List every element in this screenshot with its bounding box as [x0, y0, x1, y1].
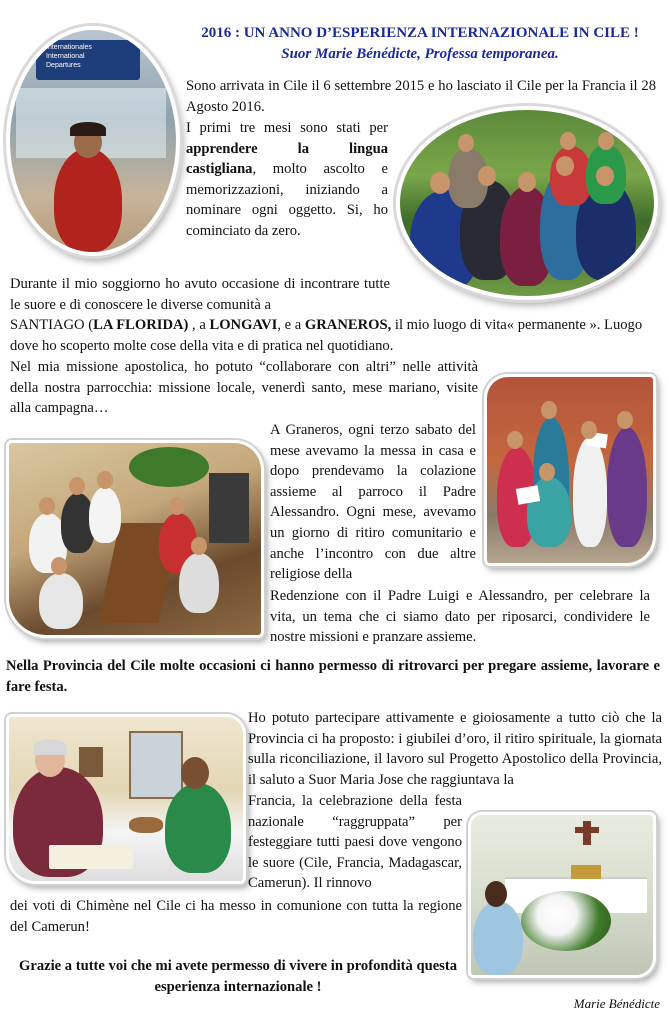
paragraph-communities-b: SANTIAGO (LA FLORIDA) , a LONGAVI, e a GRANEROS, il mio luogo di vita« permanente ». Luogo dove ho scoperto molte cose della vita e di pratica nel quotidiano. [10, 317, 643, 354]
paragraph-participation-b: Francia, la celebrazione della festa nazionale “raggruppata” per festeggiare tutti paesi dove vengono le suore (Cile, Francia, Madagascar, Camerun). Il rinnovo [248, 793, 462, 892]
photo-sisters-papers [484, 374, 656, 566]
airport-sign-text: Internationales International Departures [46, 44, 92, 69]
paragraph-graneros-b: Redenzione con il Padre Luigi e Alessandro, per celebrare la vita, un tema che ci siamo dato per riposarci, condividere le nostre missioni e pranzare assieme. [270, 588, 650, 646]
paragraph-mission: Nel mia missione apostolica, ho potuto “collaborare con altri” nelle attività della nostra parrocchia: missione locale, venerdì santo, mese mariano, visite alla campagna… [10, 359, 478, 417]
paragraph-communities-a: Durante il mio soggiorno ho avuto occasione di incontrare tutte le suore e di conoscere le diverse comunità a [10, 276, 390, 313]
page-title: 2016 : UN ANNO D’ESPERIENZA INTERNAZIONALE IN CILE ! [201, 25, 639, 41]
photo-group-garden [396, 106, 658, 300]
photo-altar-flowers [468, 812, 656, 978]
photo-airport [6, 26, 180, 256]
paragraph-province: Nella Provincia del Cile molte occasioni ci hanno permesso di ritrovarci per pregare assieme, lavorare e fare festa. [6, 658, 660, 695]
paragraph-arrival: Sono arrivata in Cile il 6 settembre 2015 e ho lasciato il Cile per la Francia il 28 Agosto 2016. [186, 78, 656, 115]
paragraph-language: I primi tre mesi sono stati per apprendere la lingua castigliana, molto ascolto e memorizzazioni, iniziando a nominare ogni oggetto. Si, ho cominciato da zero. [186, 120, 388, 239]
signature: Marie Bénédicte [573, 996, 660, 1011]
page-subtitle: Suor Marie Bénédicte, Professa temporanea. [281, 46, 559, 62]
paragraph-graneros-a: A Graneros, ogni terzo sabato del mese avevamo la messa in casa e dopo prendevamo la colazione assieme al parroco il Padre Alessandro. Ogni mese, avevamo un giorno di ritiro comunitario e anche l’incontro con due altre religiose della [270, 422, 476, 583]
closing-thanks: Grazie a tutte voi che mi avete permesso di vivere in profondità questa esperienza internazionale ! [18, 958, 458, 995]
paragraph-participation-a: Ho potuto partecipare attivamente e gioiosamente a tutto ciò che la Provincia ci ha proposto: i giubilei d’oro, il ritiro spirituale, la giornata sulla riconciliazione, il lavoro sul Progetto Apostolico della Provincia, il saluto a Suor Maria Jose che raggiuntava la [248, 710, 662, 788]
photo-dining-table [6, 714, 246, 884]
photo-group-table [6, 440, 264, 638]
paragraph-participation-c: dei voti di Chimène nel Cile ci ha messo in comunione con tutta la regione del Camerun! [10, 898, 462, 935]
